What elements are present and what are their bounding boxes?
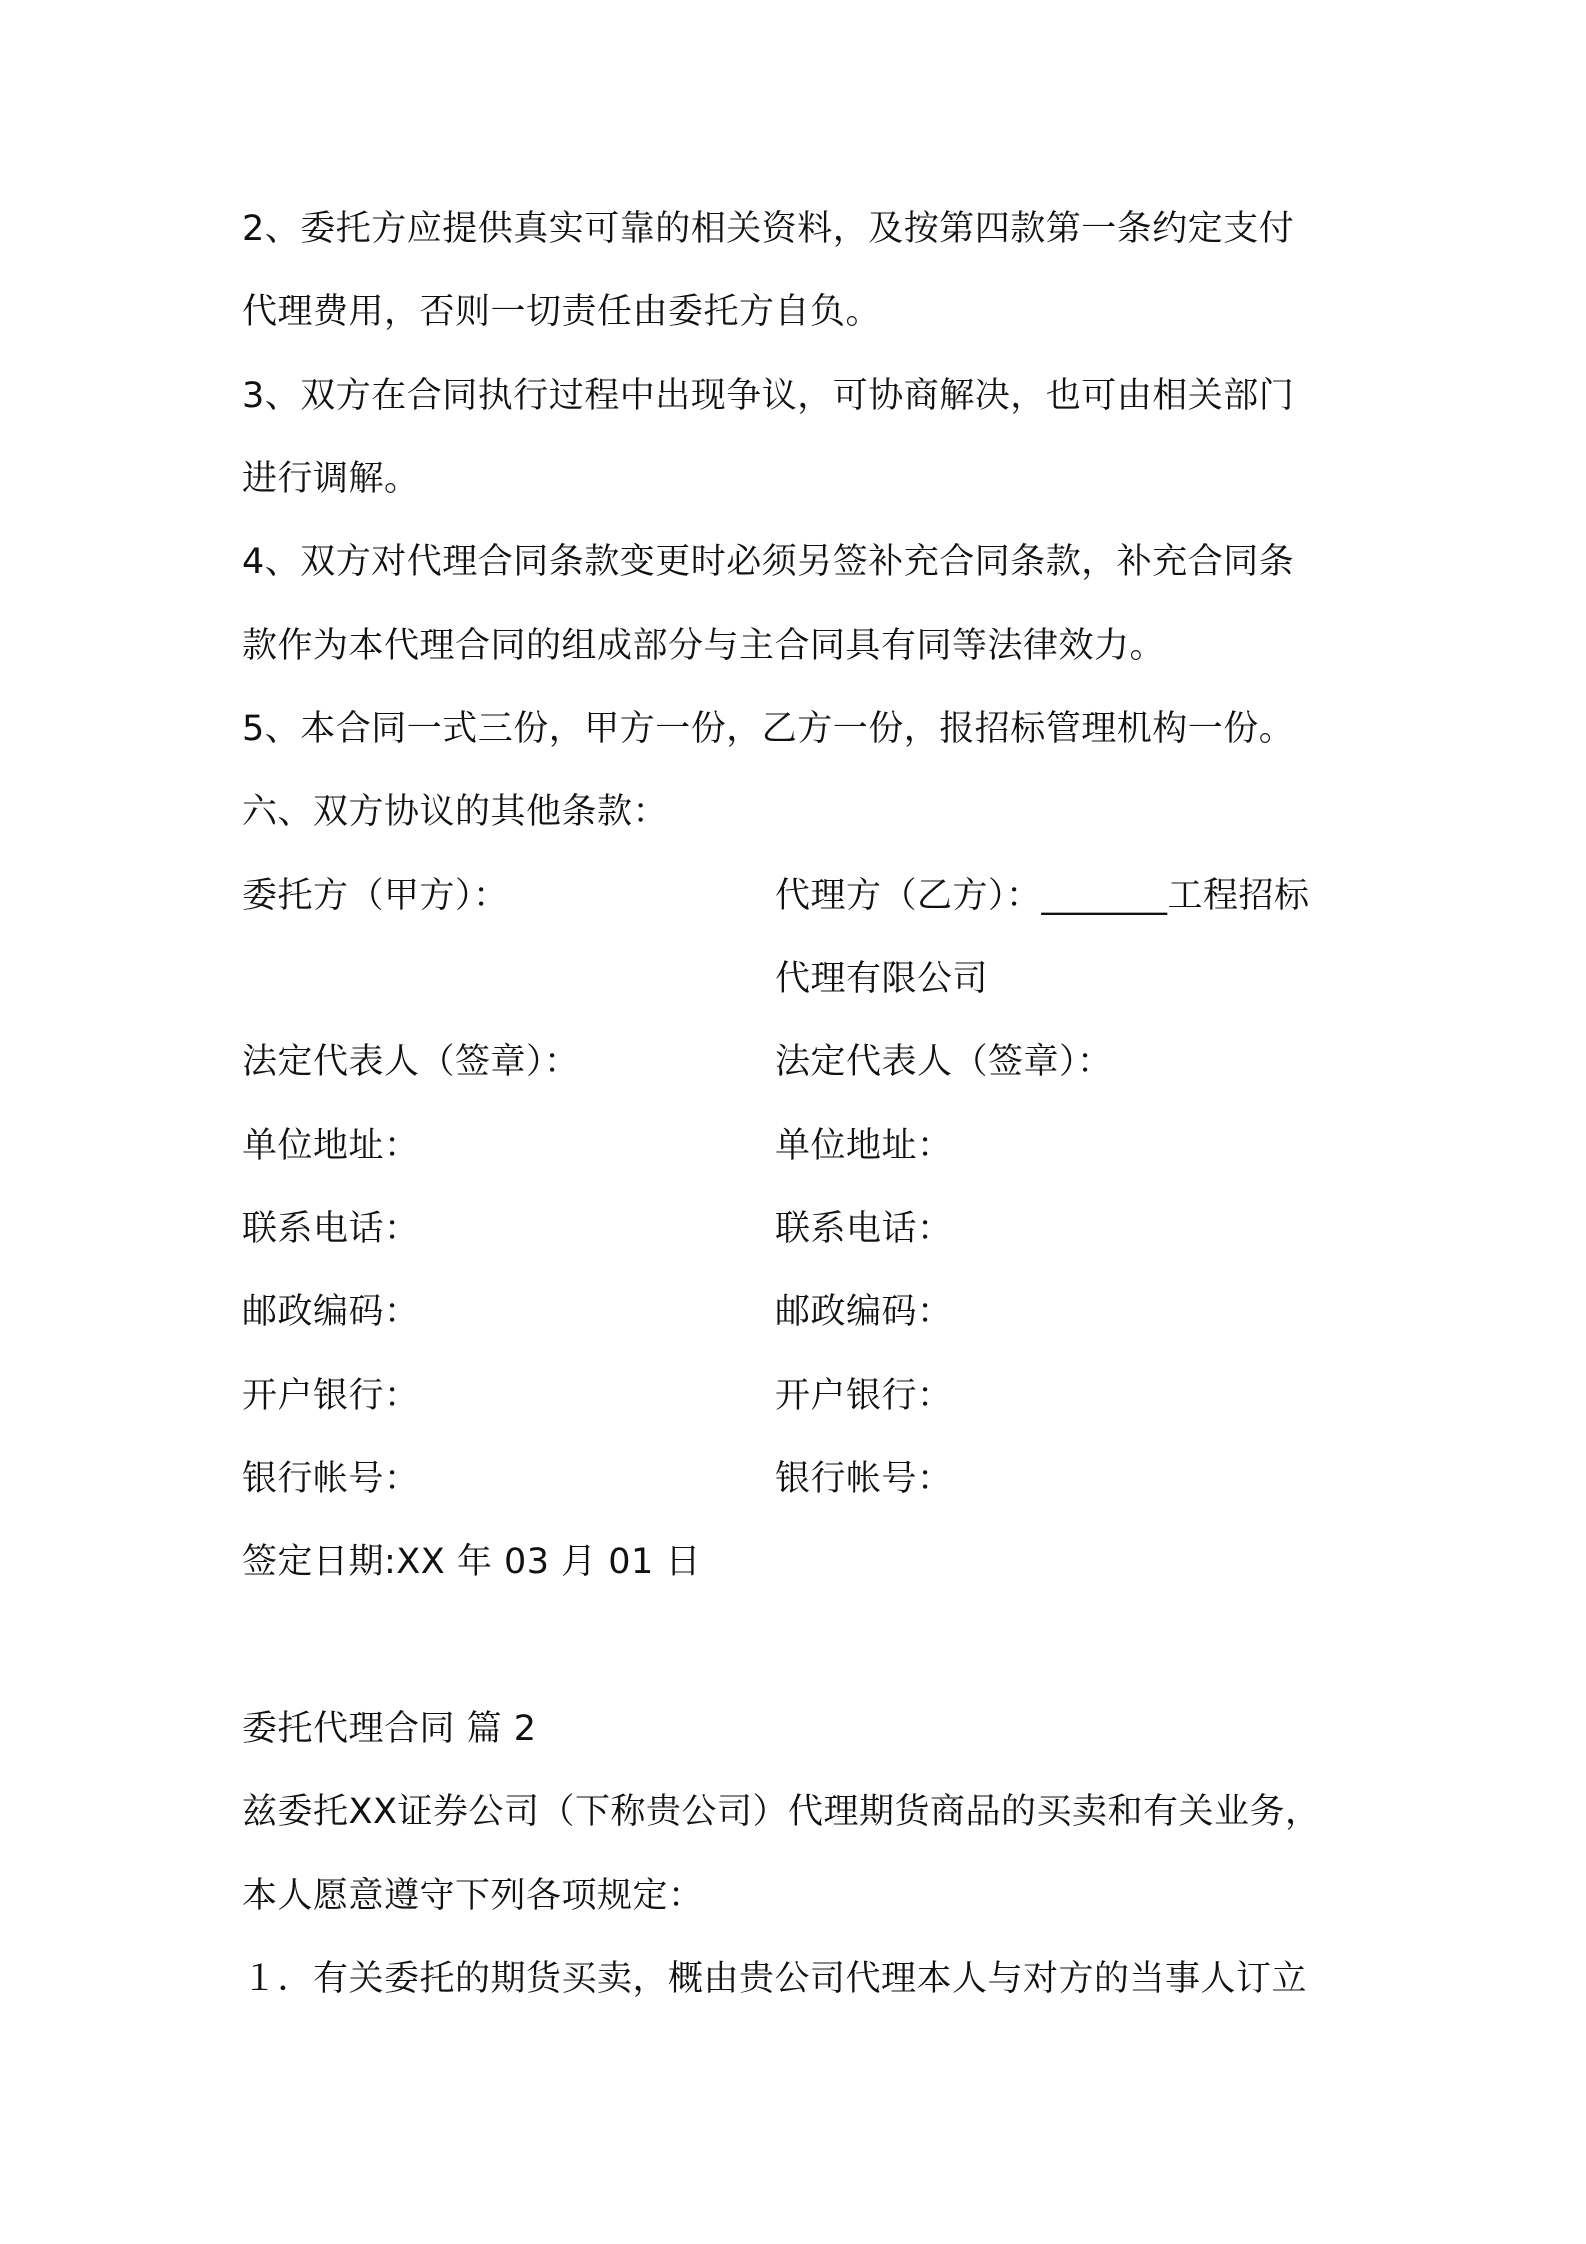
field-left-bank: 开户银行：: [242, 1376, 420, 1416]
clause-2-line-1: 2、委托方应提供真实可靠的相关资料，及按第四款第一条约定支付: [242, 209, 1295, 249]
clause-4-line-1: 4、双方对代理合同条款变更时必须另签补充合同条款，补充合同条: [242, 542, 1295, 582]
party-a-label: 委托方（甲方）：: [242, 876, 509, 916]
field-right-representative: 法定代表人（签章）：: [775, 1042, 1113, 1082]
field-right-account: 银行帐号：: [775, 1459, 953, 1499]
part2-heading: 委托代理合同 篇 2: [242, 1709, 537, 1749]
party-b-label: 代理方（乙方）：_______工程招标: [775, 876, 1310, 916]
field-left-address: 单位地址：: [242, 1126, 420, 1166]
clause-4-line-2: 款作为本代理合同的组成部分与主合同具有同等法律效力。: [242, 626, 1166, 666]
field-left-postcode: 邮政编码：: [242, 1292, 420, 1332]
part2-intro-line-1: 兹委托XX证券公司（下称贵公司）代理期货商品的买卖和有关业务，: [242, 1792, 1321, 1832]
field-right-bank: 开户银行：: [775, 1376, 953, 1416]
clause-3-line-1: 3、双方在合同执行过程中出现争议，可协商解决，也可由相关部门: [242, 376, 1295, 416]
part2-intro-line-2: 本人愿意遵守下列各项规定：: [242, 1876, 704, 1916]
part2-item-1: １．有关委托的期货买卖，概由贵公司代理本人与对方的当事人订立: [242, 1959, 1308, 1999]
field-left-phone: 联系电话：: [242, 1209, 420, 1249]
clause-2-line-2: 代理费用，否则一切责任由委托方自负。: [242, 292, 882, 332]
party-b-label-cont: 代理有限公司: [775, 959, 989, 999]
field-left-account: 银行帐号：: [242, 1459, 420, 1499]
field-right-address: 单位地址：: [775, 1126, 953, 1166]
field-right-phone: 联系电话：: [775, 1209, 953, 1249]
section-6-heading: 六、双方协议的其他条款：: [242, 792, 669, 832]
clause-5: 5、本合同一式三份，甲方一份，乙方一份，报招标管理机构一份。: [242, 709, 1295, 749]
field-right-postcode: 邮政编码：: [775, 1292, 953, 1332]
signing-date: 签定日期:XX 年 03 月 01 日: [242, 1542, 701, 1582]
field-left-representative: 法定代表人（签章）：: [242, 1042, 580, 1082]
clause-3-line-2: 进行调解。: [242, 459, 420, 499]
